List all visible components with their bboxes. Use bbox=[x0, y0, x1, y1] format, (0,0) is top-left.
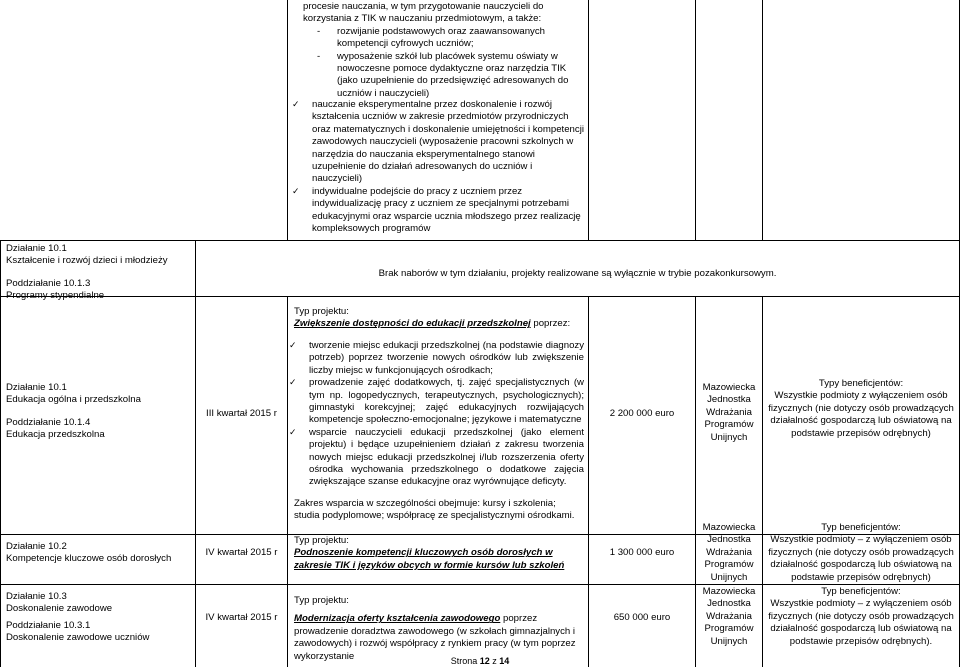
page-word: Strona bbox=[450, 656, 478, 666]
dzialanie-label: Działanie 10.1 bbox=[6, 243, 67, 254]
top-check-list-wrap bbox=[292, 99, 585, 235]
row-1031-institution: Mazowiecka Jednostka Wdrażania Programów Unijnych bbox=[702, 586, 756, 647]
check-icon: ✓ bbox=[292, 100, 300, 110]
vline-left bbox=[0, 240, 1, 667]
page-total: 14 bbox=[499, 656, 510, 666]
beneficiaries-label: Typ beneficjentów: bbox=[821, 586, 901, 597]
poddzialanie-label: Poddziałanie 10.1.4 bbox=[6, 416, 91, 428]
beneficiaries-text: Wszystkie podmioty z wyłączeniem osób fizycznych (nie dotyczy osób prowadzących działalność gospodarczą lub oświatową na podstawie przepisów odrębnych) bbox=[768, 390, 954, 439]
vline-5 bbox=[762, 0, 763, 240]
row-102-type bbox=[294, 535, 584, 572]
list-item: ✓ nauczanie eksperymentalne przez doskonalenie i rozwój kształcenia uczniów w zakresie przedmiotów przyrodniczych oraz matematycznych i doskonalenie umiejętności i kompetencji zawodowych nauczycieli (wyposażenie pracowni szkolnych w narzędzia do nauczania eksperymentalnego stanowi uzupełnienie do działań adresowanych do uczniów i nauczycieli) bbox=[292, 99, 584, 185]
vline-4 bbox=[695, 0, 696, 240]
type-title-line bbox=[294, 318, 584, 330]
list-item: - wyposażenie szkół lub placówek systemu oświaty w nowoczesne pomoce dydaktyczne oraz narzędzia TIK (jako uzupełnienie do przedsięwzięć adresowanych do uczniów i nauczycieli) bbox=[317, 50, 569, 99]
dash-icon: - bbox=[317, 50, 321, 62]
beneficiaries-label: Typy beneficjentów: bbox=[818, 378, 904, 389]
vline-2b bbox=[287, 296, 288, 667]
list-item: - rozwijanie podstawowych oraz zaawansowanych kompetencji cyfrowych uczniów; bbox=[317, 25, 545, 50]
poddzialanie-label: Poddziałanie 10.3.1 bbox=[6, 619, 91, 631]
row-101-note: Brak naborów w tym działaniu, projekty realizowane są wyłącznie w trybie pozakonkursowym. bbox=[378, 268, 777, 279]
row-1031-action bbox=[6, 591, 192, 645]
list-item: ✓ tworzenie miejsc edukacji przedszkolnej (na podstawie diagnozy potrzeb) poprzez tworzenie nowych ośrodków lub zwiększenie liczby miejsc w funkcjonujących ośrodkach; bbox=[289, 340, 584, 376]
row-1014-scope: Zakres wsparcia w szczególności obejmuje: kursy i szkolenia; studia podyplomowe; współpracę ze specjalistycznymi ośrodkami. bbox=[294, 498, 575, 522]
hline-1 bbox=[0, 240, 960, 241]
of-word: z bbox=[492, 656, 497, 666]
list-item: ✓ wsparcie nauczycieli edukacji przedszkolnej (jako element projektu) i będące uzupełnieniem działań z zakresu tworzenia nowych miejsc edukacji przedszkolnej i/lub rozszerzenia oferty ośrodka wychowania przedszkolnego o dodatkowe zajęcia zwiększające szanse edukacyjne oraz wyrównujące deficyty. bbox=[289, 426, 584, 488]
row-102-amount: 1 300 000 euro bbox=[609, 547, 675, 558]
dzialanie-label: Działanie 10.1 bbox=[6, 382, 67, 393]
poddzialanie-name: Doskonalenie zawodowe uczniów bbox=[6, 632, 150, 644]
row-1014-action bbox=[6, 382, 192, 442]
top-continuation bbox=[303, 1, 585, 100]
list-item: ✓ prowadzenie zajęć dodatkowych, tj. zajęć specjalistycznych (w tym np. logopedycznych, terapeutycznych, psychologicznych); gimnastyki korekcyjnej; zajęć edukacyjnych rozwijających kompetencje społeczno-emocjonalne; językowe i matematyczne bbox=[289, 377, 584, 426]
page-number: 12 bbox=[479, 656, 490, 666]
dzialanie-label: Działanie 10.2 bbox=[6, 541, 67, 552]
dzialanie-label: Działanie 10.3 bbox=[6, 591, 67, 602]
vline-1 bbox=[195, 240, 196, 667]
poddzialanie-name: Edukacja przedszkolna bbox=[6, 429, 105, 441]
check-icon: ✓ bbox=[289, 341, 297, 351]
dzialanie-name: Doskonalenie zawodowe bbox=[6, 603, 113, 615]
beneficiaries-text: Wszystkie podmioty – z wyłączeniem osób fizycznych (nie dotyczy osób prowadzących działalność gospodarczą lub oświatową na podstawie przepisów odrębnych). bbox=[768, 598, 954, 647]
type-title: Zwiększenie dostępności do edukacji przedszkolnej bbox=[294, 318, 531, 330]
row-102-term: IV kwartał 2015 r bbox=[205, 547, 278, 558]
poddzialanie-name: Programy stypendialne bbox=[6, 290, 105, 302]
top-check-list bbox=[292, 99, 585, 235]
page-footer bbox=[380, 656, 580, 667]
row-1031-type bbox=[294, 595, 584, 663]
beneficiaries-label: Typ beneficjentów: bbox=[821, 522, 901, 533]
check-icon: ✓ bbox=[292, 186, 300, 197]
dzialanie-name: Kształcenie i rozwój dzieci i młodzieży bbox=[6, 255, 168, 267]
top-dash-list bbox=[317, 26, 585, 100]
top-line-1: procesie nauczania, w tym przygotowanie nauczycieli do bbox=[303, 1, 544, 12]
row-102-beneficiaries bbox=[764, 522, 958, 584]
type-title: Podnoszenie kompetencji kluczowych osób dorosłych w zakresie TIK i języków obcych w formie kursów lub szkoleń bbox=[294, 547, 565, 571]
dzialanie-name: Edukacja ogólna i przedszkolna bbox=[6, 394, 141, 406]
check-icon: ✓ bbox=[289, 378, 297, 389]
row-1014-beneficiaries bbox=[764, 378, 958, 440]
row-1014-type bbox=[294, 306, 584, 331]
row-101-action bbox=[6, 243, 192, 303]
row-102-institution: Mazowiecka Jednostka Wdrażania Programów Unijnych bbox=[702, 522, 756, 583]
vline-3 bbox=[588, 0, 589, 240]
row-1031-term: IV kwartał 2015 r bbox=[205, 612, 278, 623]
dzialanie-name: Kompetencje kluczowe osób dorosłych bbox=[6, 553, 172, 565]
type-label: Typ projektu: bbox=[294, 535, 349, 546]
dash-icon: - bbox=[317, 25, 321, 37]
row-1014-institution: Mazowiecka Jednostka Wdrażania Programów Unijnych bbox=[702, 382, 756, 443]
type-title: Modernizacja oferty kształcenia zawodowego bbox=[294, 613, 501, 625]
type-rest: poprzez prowadzenie doradztwa zawodowego (w szkołach gimnazjalnych i zawodowych) i rozwój współpracy z rynkiem pracy (w tym poprzez wykorzystanie bbox=[294, 613, 576, 662]
type-label: Typ projektu: bbox=[294, 595, 349, 606]
check-icon: ✓ bbox=[289, 427, 297, 438]
row-1031-amount: 650 000 euro bbox=[613, 612, 671, 623]
row-1014-items bbox=[289, 340, 584, 489]
hline-4 bbox=[0, 584, 960, 585]
type-suffix: poprzez: bbox=[530, 318, 571, 330]
row-1014-amount: 2 200 000 euro bbox=[609, 408, 675, 419]
top-line-2: korzystania z TIK w nauczaniu przedmiotowym, a także: bbox=[303, 13, 542, 25]
poddzialanie-label: Poddziałanie 10.1.3 bbox=[6, 277, 91, 289]
beneficiaries-text: Wszystkie podmioty – z wyłączeniem osób fizycznych (nie dotyczy osób prowadzących działalność gospodarczą lub oświatową na podstawie przepisów odrębnych) bbox=[768, 534, 954, 583]
list-item: ✓ indywidualne podejście do pracy z uczniem przez indywidualizację pracy z uczniem ze specjalnymi potrzebami edukacyjnymi oraz wsparcie ucznia młodszego przez realizację kompleksowych programów bbox=[292, 185, 581, 235]
type-label: Typ projektu: bbox=[294, 306, 349, 317]
row-1014-items-wrap bbox=[289, 340, 584, 489]
row-102-action bbox=[6, 541, 192, 566]
row-1014-term: III kwartał 2015 r bbox=[206, 408, 277, 419]
row-1031-beneficiaries bbox=[764, 586, 958, 648]
vline-2 bbox=[287, 0, 288, 240]
vline-5b bbox=[762, 296, 763, 667]
